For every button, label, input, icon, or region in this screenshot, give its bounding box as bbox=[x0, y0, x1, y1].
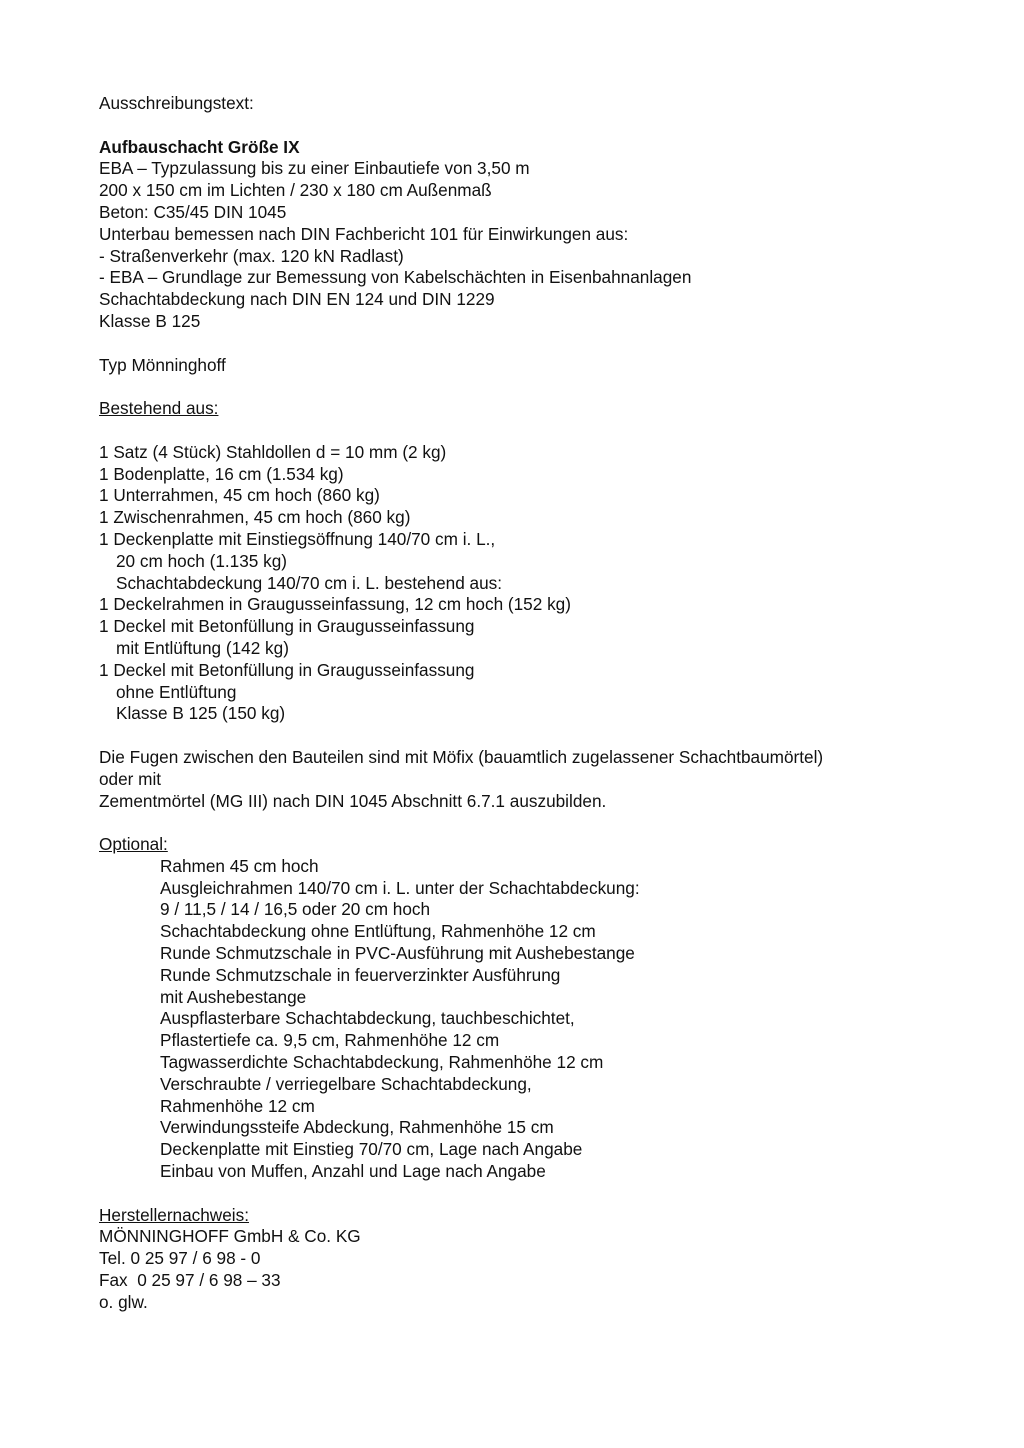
spec-line: 200 x 150 cm im Lichten / 230 x 180 cm Außenmaß bbox=[99, 180, 492, 201]
spec-line: - Straßenverkehr (max. 120 kN Radlast) bbox=[99, 245, 404, 266]
spacer bbox=[99, 376, 979, 398]
components-heading: Bestehend aus: bbox=[99, 398, 219, 419]
optional-item: Rahmen 45 cm hoch bbox=[160, 855, 319, 876]
spec-line: Klasse B 125 bbox=[99, 310, 201, 331]
optional-item: Ausgleichrahmen 140/70 cm i. L. unter der Schachtabdeckung: bbox=[160, 877, 640, 898]
spec-line: Beton: C35/45 DIN 1045 bbox=[99, 201, 287, 222]
manufacturer-fax: Fax 0 25 97 / 6 98 – 33 bbox=[99, 1270, 281, 1291]
component-item: 1 Bodenplatte, 16 cm (1.534 kg) bbox=[99, 463, 344, 484]
optional-item: 9 / 11,5 / 14 / 16,5 oder 20 cm hoch bbox=[160, 899, 431, 920]
intro-label: Ausschreibungstext: bbox=[99, 93, 254, 113]
manufacturer-tel: Tel. 0 25 97 / 6 98 - 0 bbox=[99, 1248, 261, 1269]
joints-text: Die Fugen zwischen den Bauteilen sind mit Möfix (bauamtlich zugelassener Schachtbaumörtel) bbox=[99, 746, 824, 767]
optional-item: Schachtabdeckung ohne Entlüftung, Rahmenhöhe 12 cm bbox=[160, 921, 596, 942]
component-item: 1 Deckenplatte mit Einstiegsöffnung 140/70 cm i. L., bbox=[99, 528, 496, 549]
document-page bbox=[99, 93, 979, 1314]
joints-text: oder mit bbox=[99, 768, 162, 789]
spacer bbox=[99, 725, 979, 747]
spacer bbox=[99, 333, 979, 355]
component-item: 1 Zwischenrahmen, 45 cm hoch (860 kg) bbox=[99, 507, 411, 528]
type-line: Typ Mönninghoff bbox=[99, 354, 226, 375]
optional-item: Runde Schmutzschale in feuerverzinkter Ausführung bbox=[160, 964, 561, 985]
component-item-continued: 20 cm hoch (1.135 kg) bbox=[116, 550, 288, 571]
component-item-continued: mit Entlüftung (142 kg) bbox=[116, 637, 289, 658]
optional-item: Rahmenhöhe 12 cm bbox=[160, 1095, 315, 1116]
spec-line: Schachtabdeckung nach DIN EN 124 und DIN 1229 bbox=[99, 289, 495, 310]
spacer bbox=[99, 420, 979, 442]
manufacturer-heading: Herstellernachweis: bbox=[99, 1204, 249, 1225]
optional-item: Auspflasterbare Schachtabdeckung, tauchbeschichtet, bbox=[160, 1008, 575, 1029]
component-subheading: Schachtabdeckung 140/70 cm i. L. bestehend aus: bbox=[116, 572, 503, 593]
component-item-continued: ohne Entlüftung bbox=[116, 681, 237, 702]
component-item-continued: Klasse B 125 (150 kg) bbox=[116, 703, 286, 724]
spec-line: - EBA – Grundlage zur Bemessung von Kabelschächten in Eisenbahnanlagen bbox=[99, 267, 692, 288]
optional-item: Einbau von Muffen, Anzahl und Lage nach Angabe bbox=[160, 1161, 546, 1182]
component-item: 1 Deckel mit Betonfüllung in Graugusseinfassung bbox=[99, 616, 475, 637]
optional-heading: Optional: bbox=[99, 834, 168, 855]
joints-text: Zementmörtel (MG III) nach DIN 1045 Abschnitt 6.7.1 auszubilden. bbox=[99, 790, 607, 811]
component-item: 1 Deckelrahmen in Graugusseinfassung, 12 cm hoch (152 kg) bbox=[99, 594, 571, 615]
spec-line: Unterbau bemessen nach DIN Fachbericht 101 für Einwirkungen aus: bbox=[99, 223, 629, 244]
manufacturer-name: MÖNNINGHOFF GmbH & Co. KG bbox=[99, 1226, 361, 1247]
optional-item: mit Aushebestange bbox=[160, 986, 307, 1007]
optional-item: Runde Schmutzschale in PVC-Ausführung mit Aushebestange bbox=[160, 943, 635, 964]
spec-line: EBA – Typzulassung bis zu einer Einbautiefe von 3,50 m bbox=[99, 158, 530, 179]
spacer bbox=[99, 1183, 979, 1205]
component-item: 1 Deckel mit Betonfüllung in Graugusseinfassung bbox=[99, 659, 475, 680]
document-title: Aufbauschacht Größe IX bbox=[99, 136, 300, 157]
component-item: 1 Satz (4 Stück) Stahldollen d = 10 mm (2 kg) bbox=[99, 441, 447, 462]
optional-item: Verschraubte / verriegelbare Schachtabdeckung, bbox=[160, 1073, 532, 1094]
spacer bbox=[99, 115, 979, 137]
optional-item: Pflastertiefe ca. 9,5 cm, Rahmenhöhe 12 cm bbox=[160, 1030, 500, 1051]
optional-item: Verwindungssteife Abdeckung, Rahmenhöhe 15 cm bbox=[160, 1117, 554, 1138]
optional-item: Deckenplatte mit Einstieg 70/70 cm, Lage nach Angabe bbox=[160, 1139, 583, 1160]
spacer bbox=[99, 812, 979, 834]
equivalent-note: o. glw. bbox=[99, 1291, 148, 1312]
component-item: 1 Unterrahmen, 45 cm hoch (860 kg) bbox=[99, 485, 380, 506]
optional-item: Tagwasserdichte Schachtabdeckung, Rahmenhöhe 12 cm bbox=[160, 1052, 604, 1073]
